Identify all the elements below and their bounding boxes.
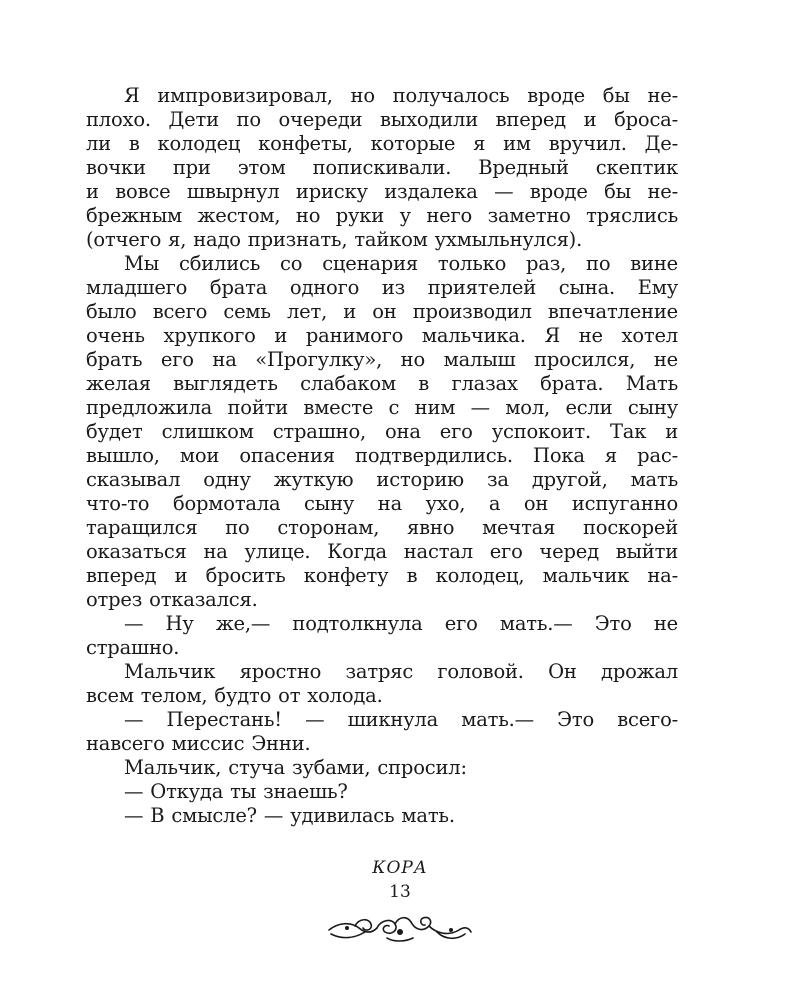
- page-text: [86, 84, 678, 828]
- text-line: (отчего я, надо признать, тайком ухмыльнулся).: [86, 228, 583, 251]
- text-line: вышло, мои опасения подтвердились. Пока я рас-: [86, 444, 678, 467]
- text-line: брать его на «Прогулку», но малыш просился, не: [86, 348, 678, 371]
- text-line: и вовсе швырнул ириску издалека — вроде бы не-: [86, 180, 678, 203]
- text-line: Я импровизировал, но получалось вроде бы не-: [124, 84, 678, 107]
- text-line: вперед и бросить конфету в колодец, мальчик на-: [86, 564, 678, 587]
- text-line: предложила пойти вместе с ним — мол, если сыну: [86, 396, 678, 419]
- text-line: младшего брата одного из приятелей сына. Ему: [86, 276, 678, 299]
- text-line: отрез отказался.: [86, 588, 258, 611]
- text-line: всем телом, будто от холода.: [86, 684, 383, 707]
- text-line: было всего семь лет, и он производил впечатление: [86, 300, 678, 323]
- running-title: КОРА: [372, 858, 428, 878]
- text-line: Мы сбились со сценария только раз, по вине: [124, 252, 678, 275]
- text-line: плохо. Дети по очереди выходили вперед и броса-: [86, 108, 678, 131]
- text-line: Мальчик яростно затряс головой. Он дрожал: [124, 660, 678, 683]
- flourish-ornament-icon: [325, 908, 475, 948]
- text-line: таращился по сторонам, явно мечтая поскорей: [86, 516, 678, 539]
- text-line: вочки при этом попискивали. Вредный скептик: [86, 156, 678, 179]
- text-line: ли в колодец конфеты, которые я им вручил. Де-: [86, 132, 678, 155]
- page-number: 13: [389, 882, 411, 902]
- text-line: — Ну же,— подтолкнула его мать.— Это не: [124, 612, 678, 635]
- text-line: — В смысле? — удивилась мать.: [124, 804, 455, 827]
- text-line: сказывал одну жуткую историю за другой, мать: [86, 468, 678, 491]
- text-line: навсего миссис Энни.: [86, 732, 311, 755]
- text-line: очень хрупкого и ранимого мальчика. Я не хотел: [86, 324, 678, 347]
- text-line: — Откуда ты знаешь?: [124, 780, 348, 803]
- text-line: Мальчик, стуча зубами, спросил:: [124, 756, 467, 779]
- text-line: желая выглядеть слабаком в глазах брата. Мать: [86, 372, 678, 395]
- text-line: что-то бормотала сыну на ухо, а он испуганно: [86, 492, 678, 515]
- text-line: будет слишком страшно, она его успокоит. Так и: [86, 420, 678, 443]
- text-line: оказаться на улице. Когда настал его черед выйти: [86, 540, 678, 563]
- text-line: страшно.: [86, 636, 180, 659]
- text-line: брежным жестом, но руки у него заметно тряслись: [86, 204, 678, 227]
- text-line: — Перестань! — шикнула мать.— Это всего-: [124, 708, 678, 731]
